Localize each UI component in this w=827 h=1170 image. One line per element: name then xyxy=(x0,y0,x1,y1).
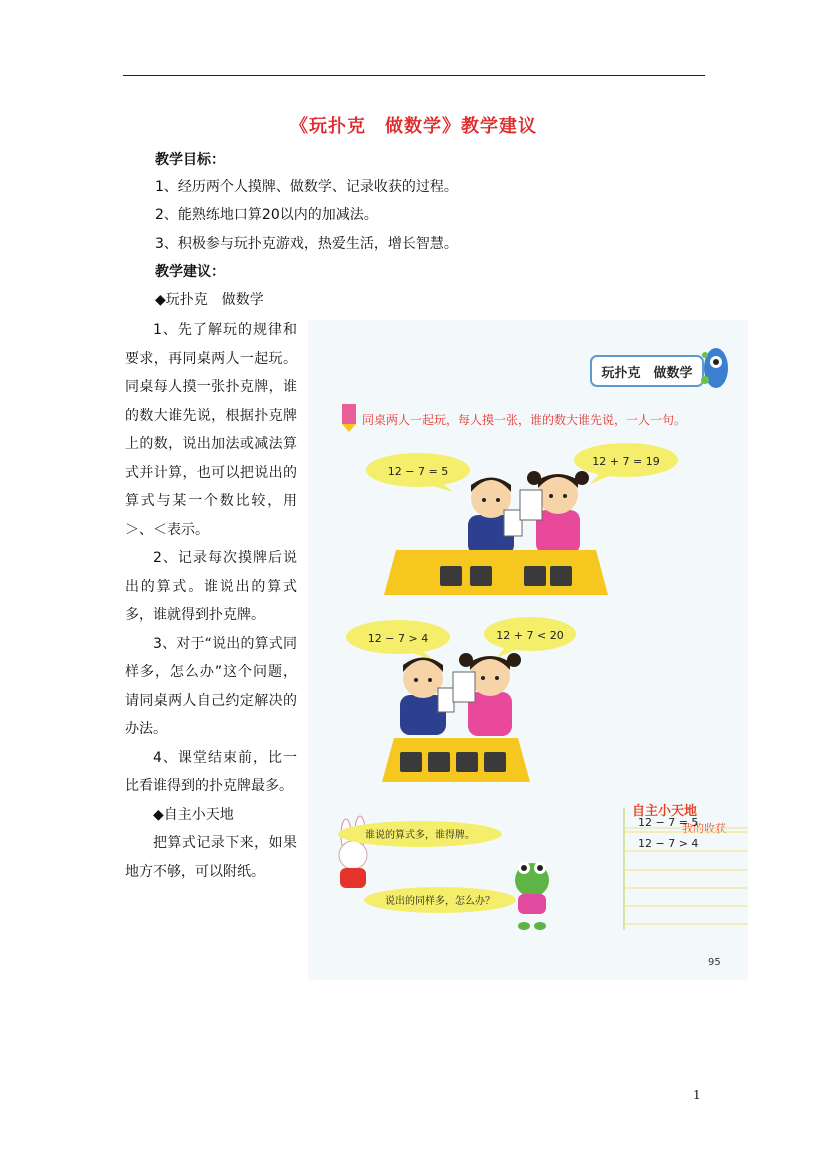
frog-character xyxy=(515,862,549,930)
textbook-illustration xyxy=(308,320,748,980)
robot-icon xyxy=(701,348,728,388)
scene-1 xyxy=(366,443,678,595)
goal-item-3: 3、积极参与玩扑克游戏，热爱生活，增长智慧。 xyxy=(155,236,458,252)
panel-title: 自主小天地 xyxy=(632,804,698,819)
panel-subtitle: 我的收获 xyxy=(682,822,726,835)
goals-heading: 教学目标： xyxy=(155,152,225,168)
book-header xyxy=(591,348,728,388)
advice-heading: 教学建议： xyxy=(155,264,225,280)
goal-item-1: 1、经历两个人摸牌、做数学、记录收获的过程。 xyxy=(155,179,458,195)
scene2-right-bubble: 12 + 7 < 20 xyxy=(496,629,564,642)
instruction-text: 同桌两人一起玩，每人摸一张，谁的数大谁先说，一人一句。 xyxy=(362,413,687,427)
section2-text: 把算式记录下来，如果地方不够，可以附纸。 xyxy=(125,835,297,880)
page-title: 《玩扑克 做数学》教学建议 xyxy=(290,116,537,137)
advice-item-4: 4、课堂结束前，比一比看谁得到的扑克牌最多。 xyxy=(125,749,297,794)
frog-bubble: 说出的同样多，怎么办？ xyxy=(385,896,495,907)
panel-row-1: 12 − 7 = 5 xyxy=(638,816,699,829)
scene1-right-bubble: 12 + 7 = 19 xyxy=(592,455,660,468)
header-rule xyxy=(123,75,705,76)
goal-item-2: 2、能熟练地口算20以内的加减法。 xyxy=(155,207,378,223)
scene-2 xyxy=(346,617,576,782)
advice-item-3: 3、对于“说出的算式同样多，怎么办”这个问题，请同桌两人自己约定解决的办法。 xyxy=(125,635,297,737)
book-header-label: 玩扑克 做数学 xyxy=(601,366,693,381)
pencil-icon xyxy=(342,404,356,432)
advice-item-1: 1、先了解玩的规律和要求，再同桌两人一起玩。同桌每人摸一张扑克牌，谁的数大谁先说，根据扑克牌上的数，说出加法或减法算式并计算，也可以把说出的算式与某一个数比较，用＞、＜表示。 xyxy=(125,322,297,538)
book-page-number: 95 xyxy=(708,957,721,968)
scene1-left-bubble: 12 − 7 = 5 xyxy=(387,465,449,478)
self-corner-panel xyxy=(624,803,748,930)
advice-column xyxy=(125,316,297,886)
panel-row-2: 12 − 7 > 4 xyxy=(638,837,699,850)
bunny-bubble: 谁说的算式多，谁得牌。 xyxy=(365,830,475,841)
section-heading-play: ◆玩扑克 做数学 xyxy=(155,292,264,308)
advice-item-2: 2、记录每次摸牌后说出的算式。谁说出的算式多，谁就得到扑克牌。 xyxy=(125,550,297,623)
scene2-left-bubble: 12 − 7 > 4 xyxy=(367,632,429,645)
section-heading-corner: ◆自主小天地 xyxy=(153,806,234,823)
page-number: 1 xyxy=(693,1088,701,1102)
